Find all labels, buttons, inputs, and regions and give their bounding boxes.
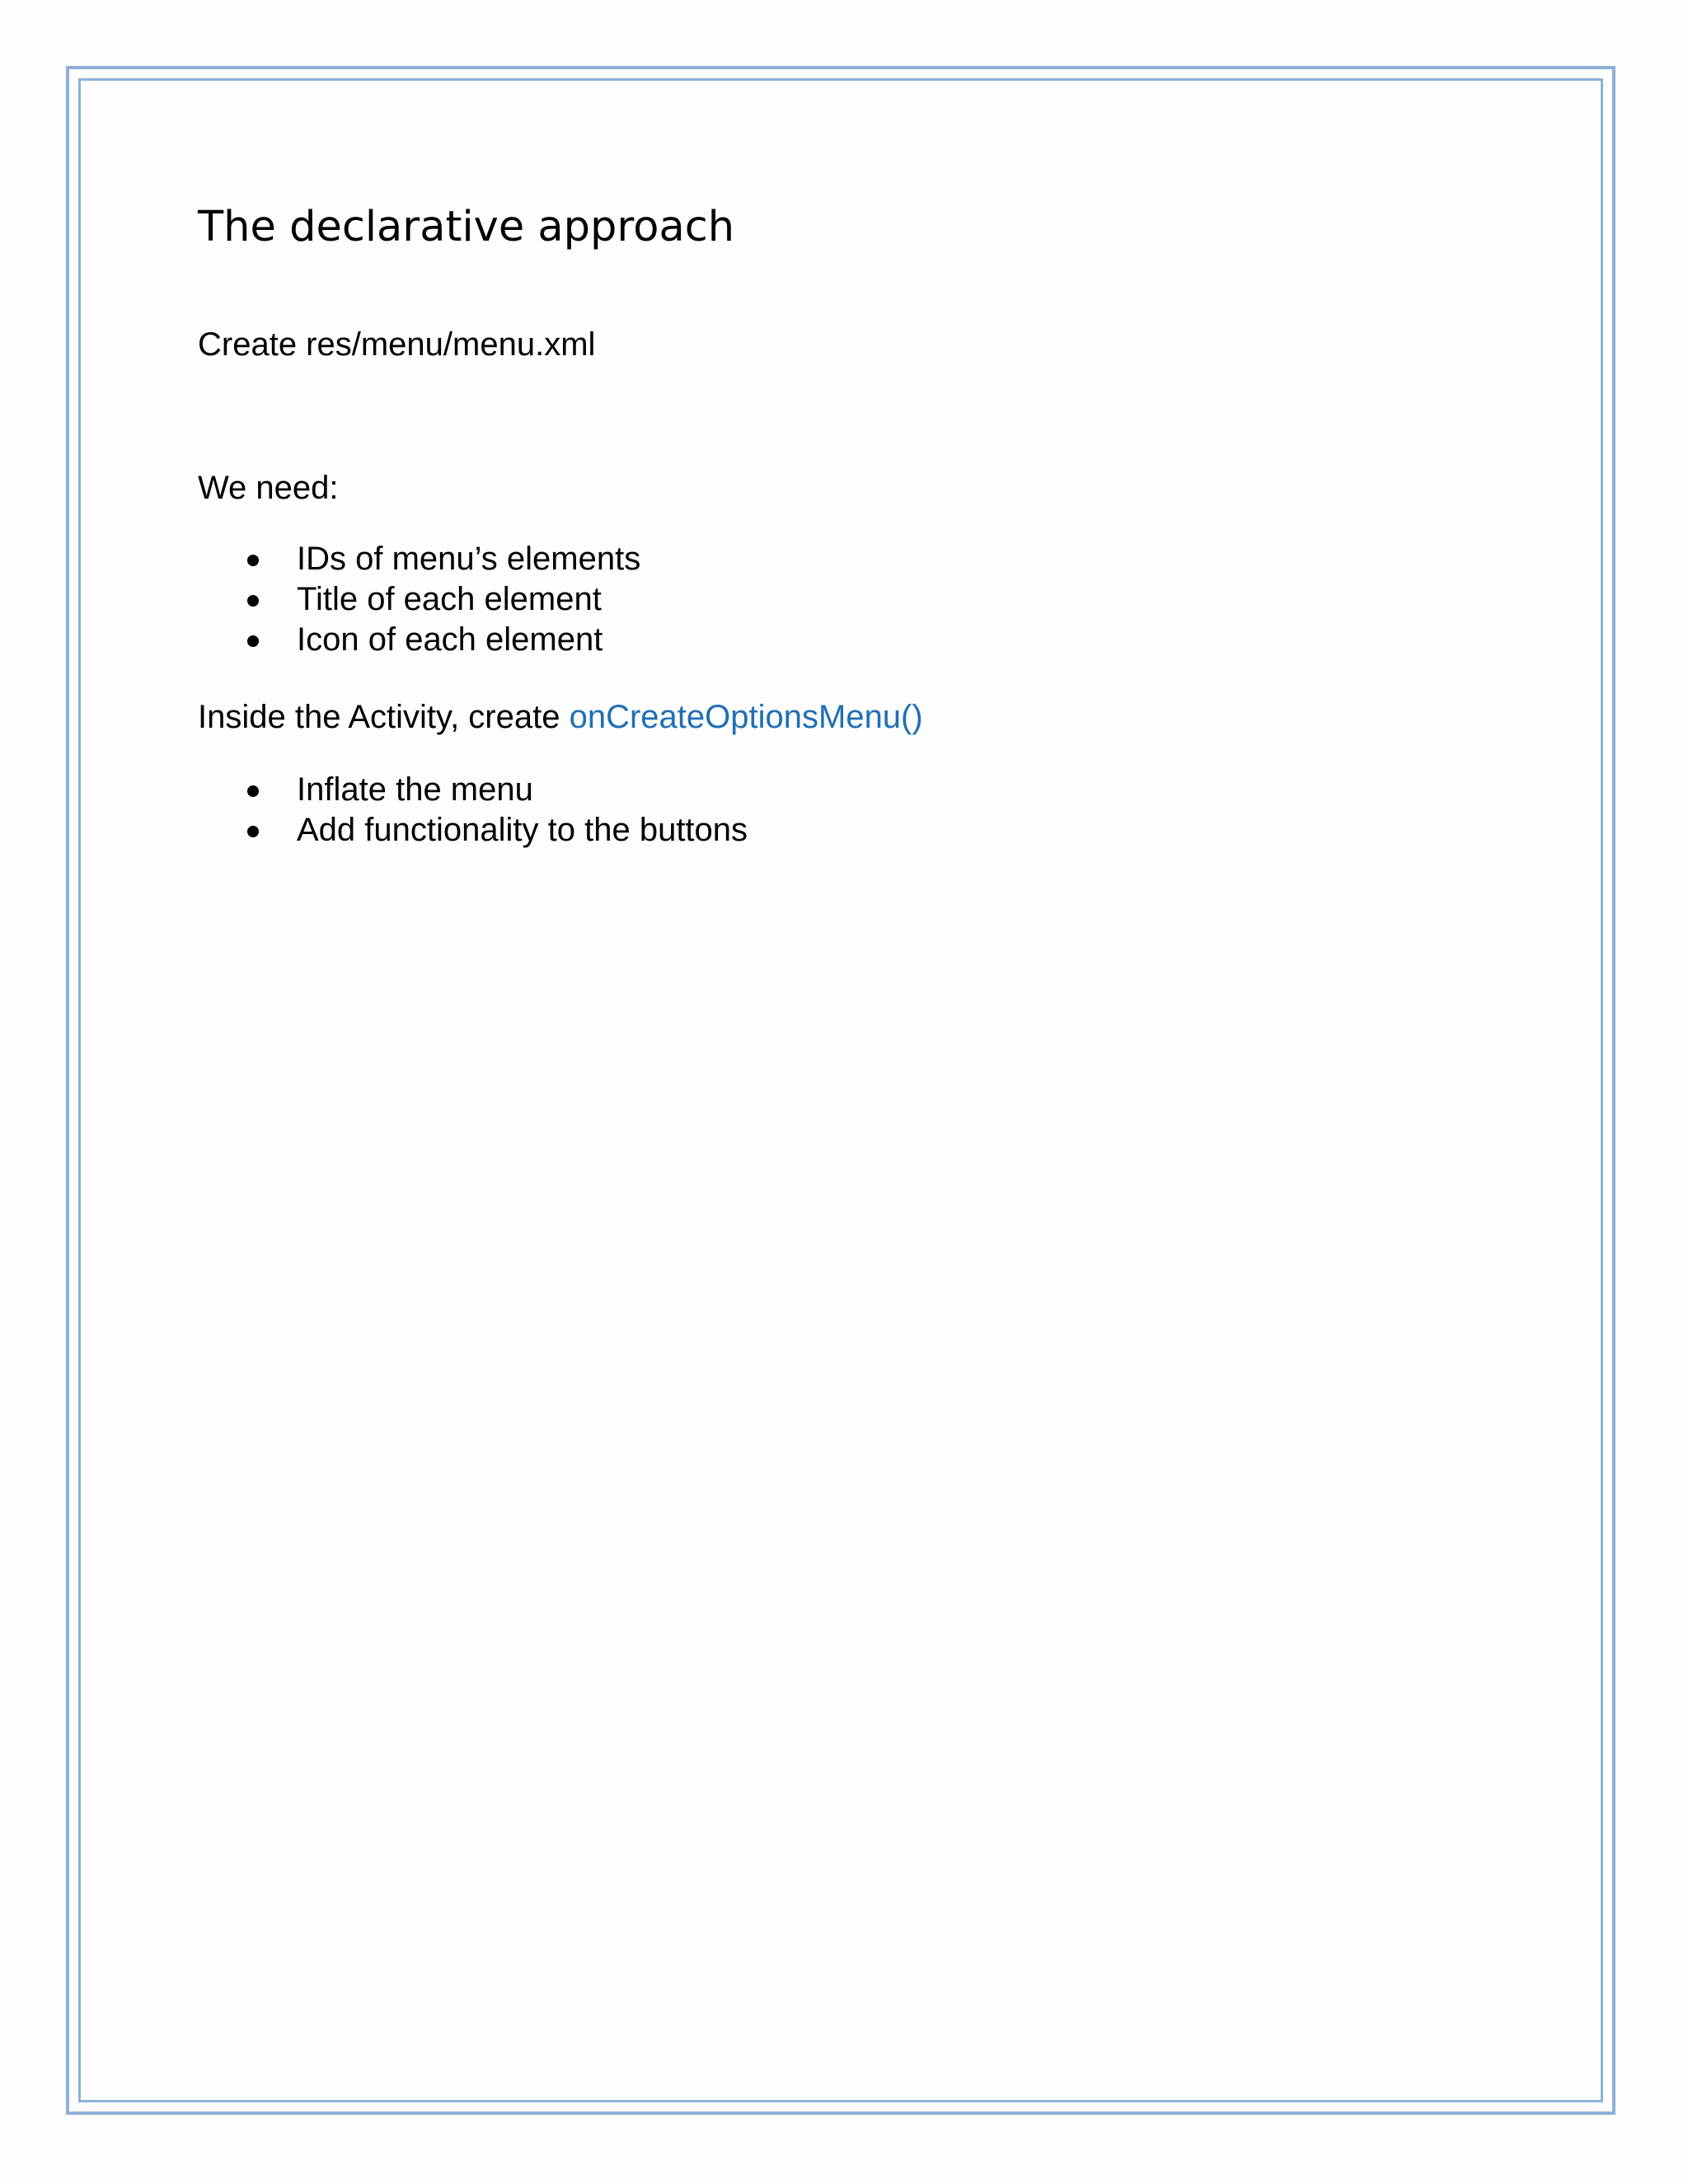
list-item-text: IDs of menu’s elements [297,541,641,577]
need-list [198,539,640,660]
list-item-text: Title of each element [297,581,602,617]
activity-prefix: Inside the Activity, create [198,699,570,735]
list-item-text: Inflate the menu [297,771,533,808]
page-border-inner [78,78,1603,2102]
list-item [198,620,640,660]
bullet-icon [247,826,259,837]
bullet-icon [247,635,259,647]
list-item-text: Icon of each element [297,621,603,658]
bullet-icon [247,555,259,566]
list-item-text: Add functionality to the buttons [297,812,748,848]
list-item [198,810,748,851]
list-item [198,770,748,810]
page-title: The declarative approach [198,203,735,251]
method-link[interactable]: onCreateOptionsMenu() [569,699,923,735]
list-item [198,579,640,620]
bullet-icon [247,595,259,607]
activity-list [198,770,748,851]
list-item [198,539,640,579]
bullet-icon [247,785,259,797]
need-label: We need: [198,470,339,506]
activity-line [198,694,923,740]
create-file-line: Create res/menu/menu.xml [198,326,596,363]
